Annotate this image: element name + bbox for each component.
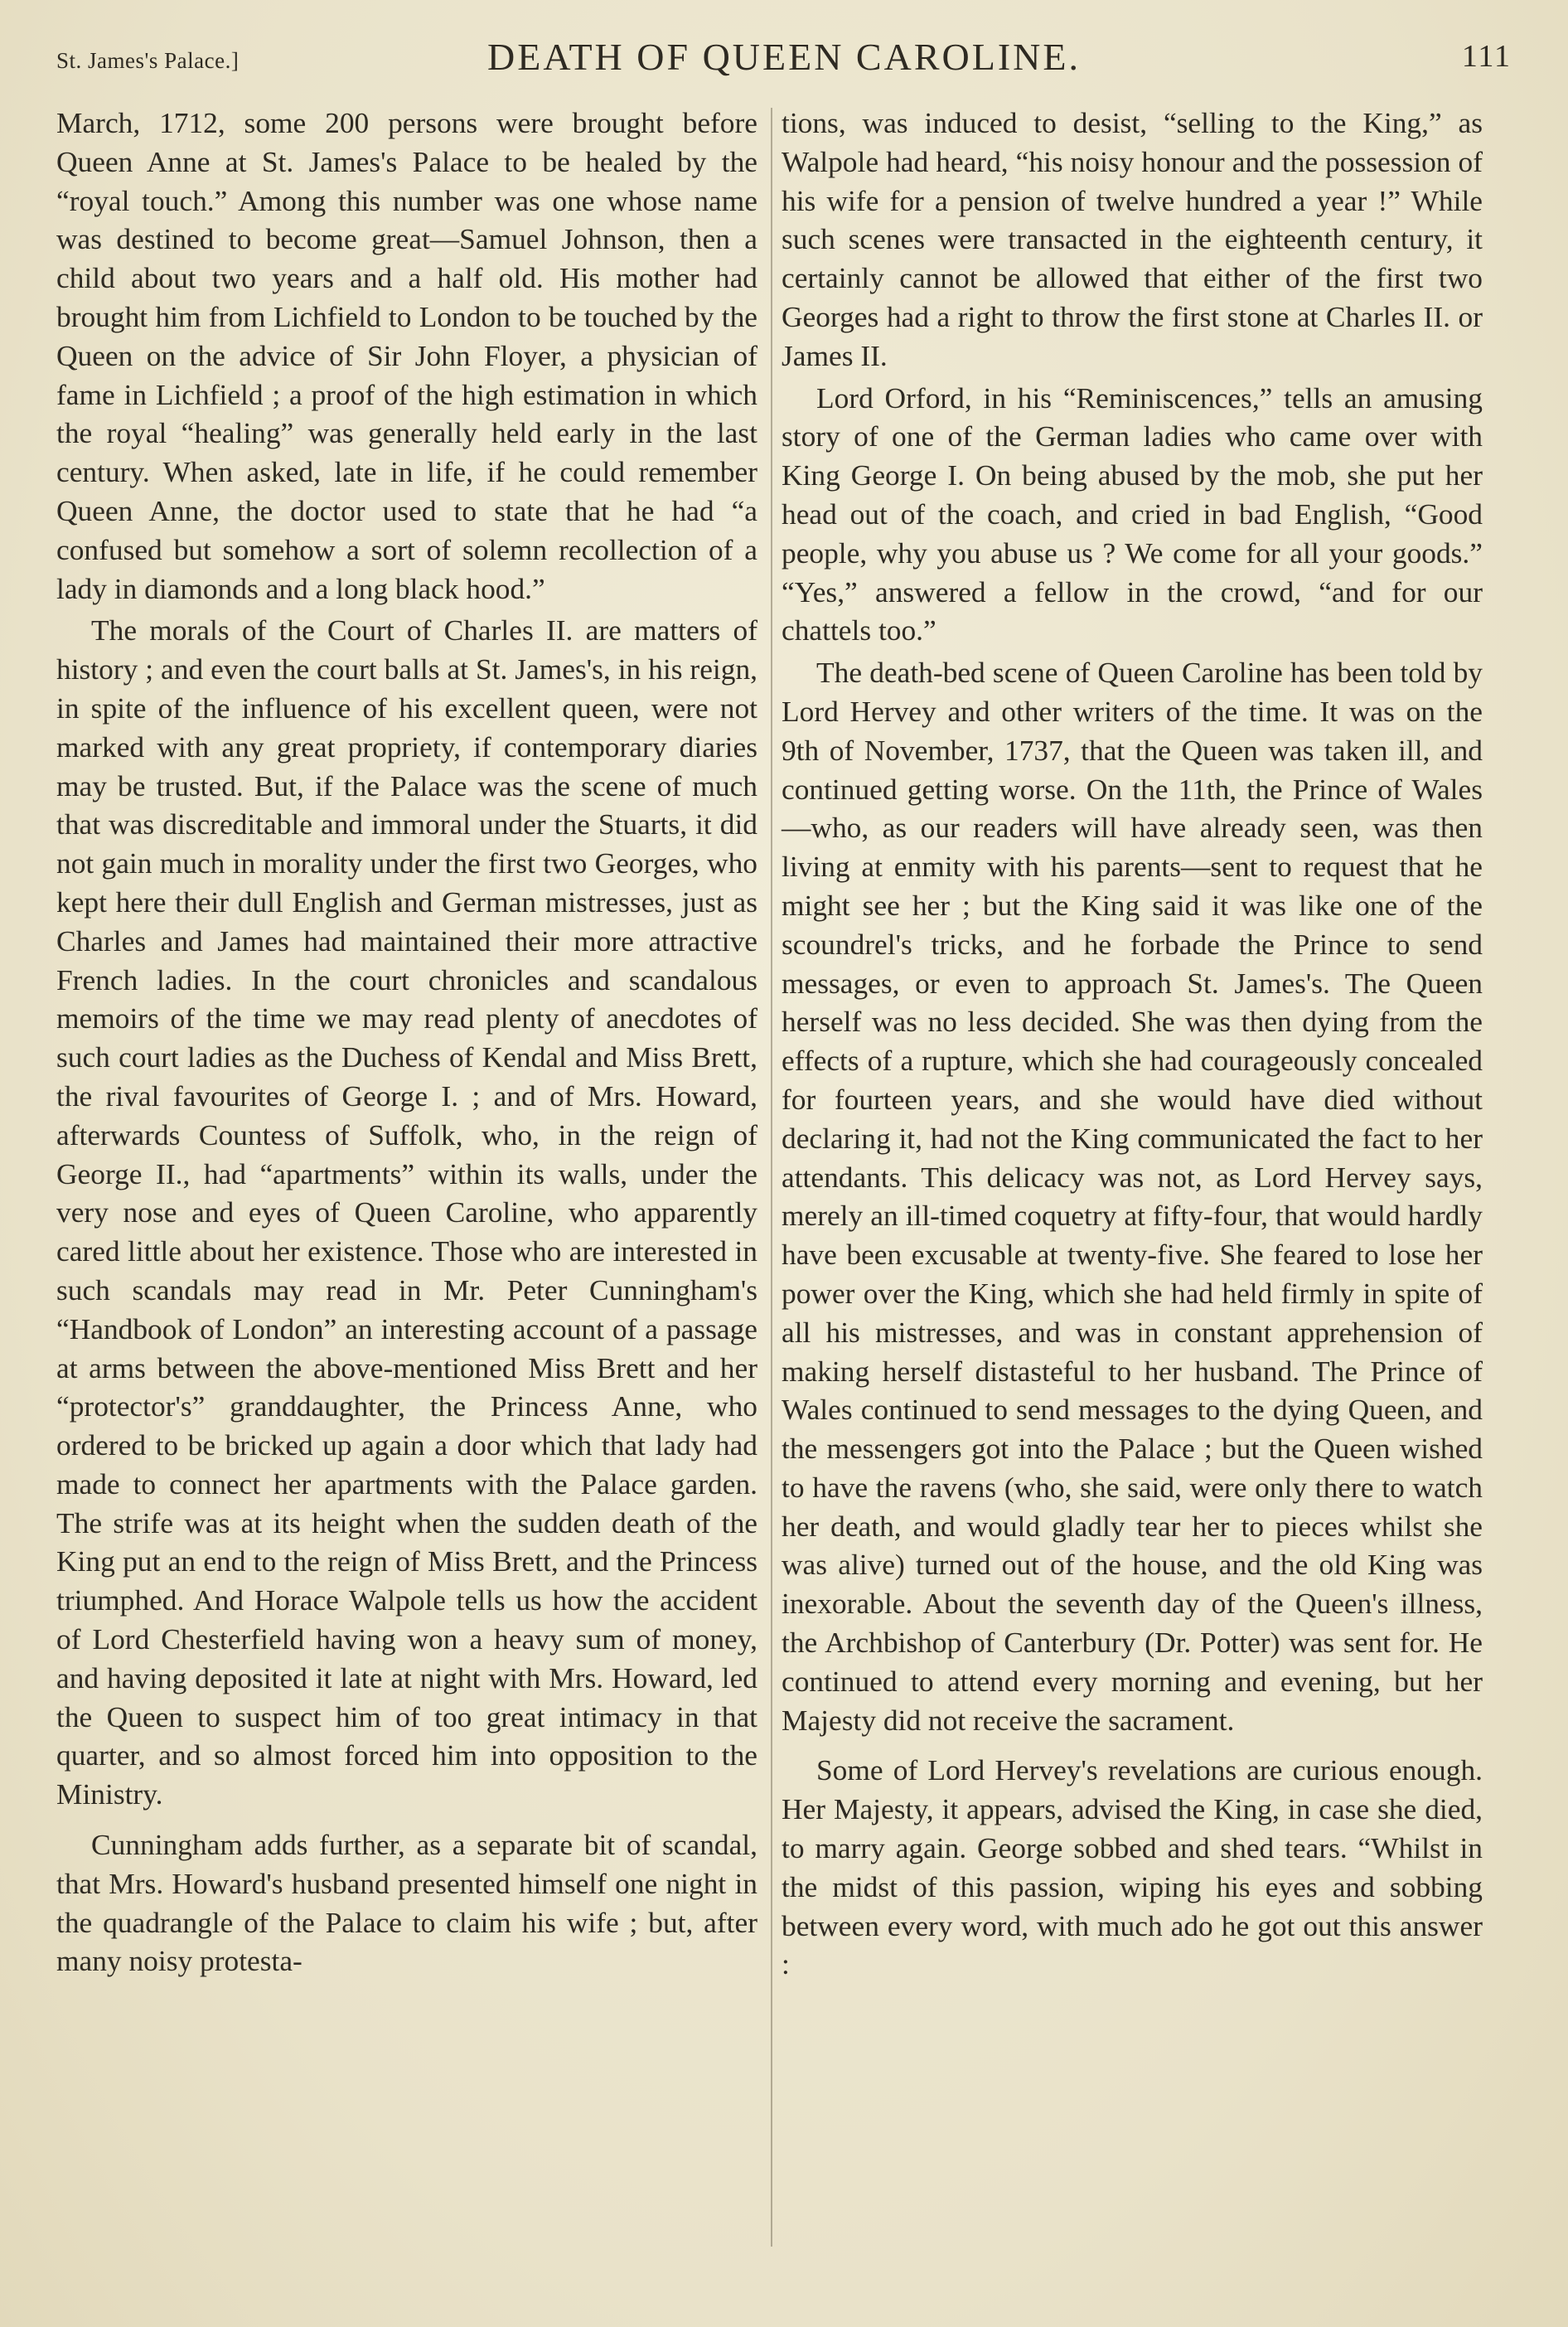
- paragraph: Lord Orford, in his “Reminiscences,” tells an amusing story of one of the German ladies who came over with King George I. On being abused by the mob, she put her head out of the coach, and cried in bad English, “Good people, why you abuse us ? We come for all your goods.” “Yes,” answered a fellow in the crowd, “and for our chattels too.”: [782, 381, 1483, 647]
- right-column: [782, 104, 1483, 1984]
- paragraph: The death-bed scene of Queen Caroline has been told by Lord Hervey and other writers of the time. It was on the 9th of November, 1737, that the Queen was taken ill, and continued getting worse. On the 11th, the Prince of Wales—who, as our readers will have already seen, was then living at enmity with his parents—sent to request that he might see her ; but the King said it was like one of the scoundrel's tricks, and he forbade the Prince to send messages, or even to approach St. James's. The Queen herself was no less decided. She was then dying from the effects of a rupture, which she had courageously concealed for fourteen years, and she would have died without declaring it, had not the King communicated the fact to her attendants. This delicacy was not, as Lord Hervey says, merely an ill-timed coquetry at fifty-four, that would hardly have been excusable at twenty-five. She feared to lose her power over the King, which she had held firmly in spite of all his mistresses, and was in constant apprehension of making herself distasteful to her husband. The Prince of Wales continued to send messages to the dying Queen, and the messengers got into the Palace ; but the Queen wished to have the ravens (who, she said, were only there to watch her death, and would gladly tear her to pieces whilst she was alive) turned out of the house, and the old King was inexorable. About the seventh day of the Queen's illness, the Archbishop of Canterbury (Dr. Potter) was sent for. He continued to attend every morning and evening, but her Majesty did not receive the sacrament.: [782, 656, 1483, 1737]
- page-header: [56, 28, 1512, 86]
- paragraph: March, 1712, some 200 persons were brought before Queen Anne at St. James's Palace to be healed by the “royal touch.” Among this number was one whose name was destined to become great—Samuel Johnson, then a child about two years and a half old. His mother had brought him from Lichfield to London to be touched by the Queen on the advice of Sir John Floyer, a physician of fame in Lichfield ; a proof of the high estimation in which the royal “healing” was generally held early in the last century. When asked, late in life, if he could remember Queen Anne, the doctor used to state that he had “a confused but somehow a sort of solemn recollection of a lady in diamonds and a long black hood.”: [56, 106, 757, 605]
- paragraph: tions, was induced to desist, “selling to the King,” as Walpole had heard, “his noisy honour and the possession of his wife for a pension of twelve hundred a year !” While such scenes were transacted in the eighteenth century, it certainly cannot be allowed that either of the first two Georges had a right to throw the first stone at Charles II. or James II.: [782, 106, 1483, 372]
- column-divider: [771, 108, 772, 2247]
- paragraph: Some of Lord Hervey's revelations are curious enough. Her Majesty, it appears, advised the King, in case she died, to marry again. George sobbed and shed tears. “Whilst in the midst of this passion, wiping his eyes and sobbing between every word, with much ado he got out this answer :: [782, 1753, 1483, 1981]
- chapter-title: DEATH OF QUEEN CAROLINE.: [487, 36, 1081, 78]
- left-column: [56, 104, 757, 1980]
- running-head: St. James's Palace.]: [56, 48, 240, 73]
- paragraph: Cunningham adds further, as a separate bit of scandal, that Mrs. Howard's husband presented himself one night in the quadrangle of the Palace to claim his wife ; but, after many noisy protesta-: [56, 1828, 757, 1978]
- paragraph: The morals of the Court of Charles II. are matters of history ; and even the court balls at St. James's, in his reign, in spite of the influence of his excellent queen, were not marked with any great propriety, if contemporary diaries may be trusted. But, if the Palace was the scene of much that was discreditable and immoral under the Stuarts, it did not gain much in morality under the first two Georges, who kept here their dull English and German mistresses, just as Charles and James had maintained their more attractive French ladies. In the court chronicles and scandalous memoirs of the time we may read plenty of anecdotes of such court ladies as the Duchess of Kendal and Miss Brett, the rival favourites of George I. ; and of Mrs. Howard, afterwards Countess of Suffolk, who, in the reign of George II., had “apartments” within its walls, under the very nose and eyes of Queen Caroline, who apparently cared little about her existence. Those who are interested in such scandals may read in Mr. Peter Cunningham's “Handbook of London” an interesting account of a passage at arms between the above-mentioned Miss Brett and her “protector's” granddaughter, the Princess Anne, who ordered to be bricked up again a door which that lady had made to connect her apartments with the Palace garden. The strife was at its height when the sudden death of the King put an end to the reign of Miss Brett, and the Princess triumphed. And Horace Walpole tells us how the accident of Lord Chesterfield having won a heavy sum of money, and having deposited it late at night with Mrs. Howard, led the Queen to suspect him of too great intimacy in that quarter, and so almost forced him into opposition to the Ministry.: [56, 613, 757, 1811]
- page-number: 111: [1461, 39, 1512, 74]
